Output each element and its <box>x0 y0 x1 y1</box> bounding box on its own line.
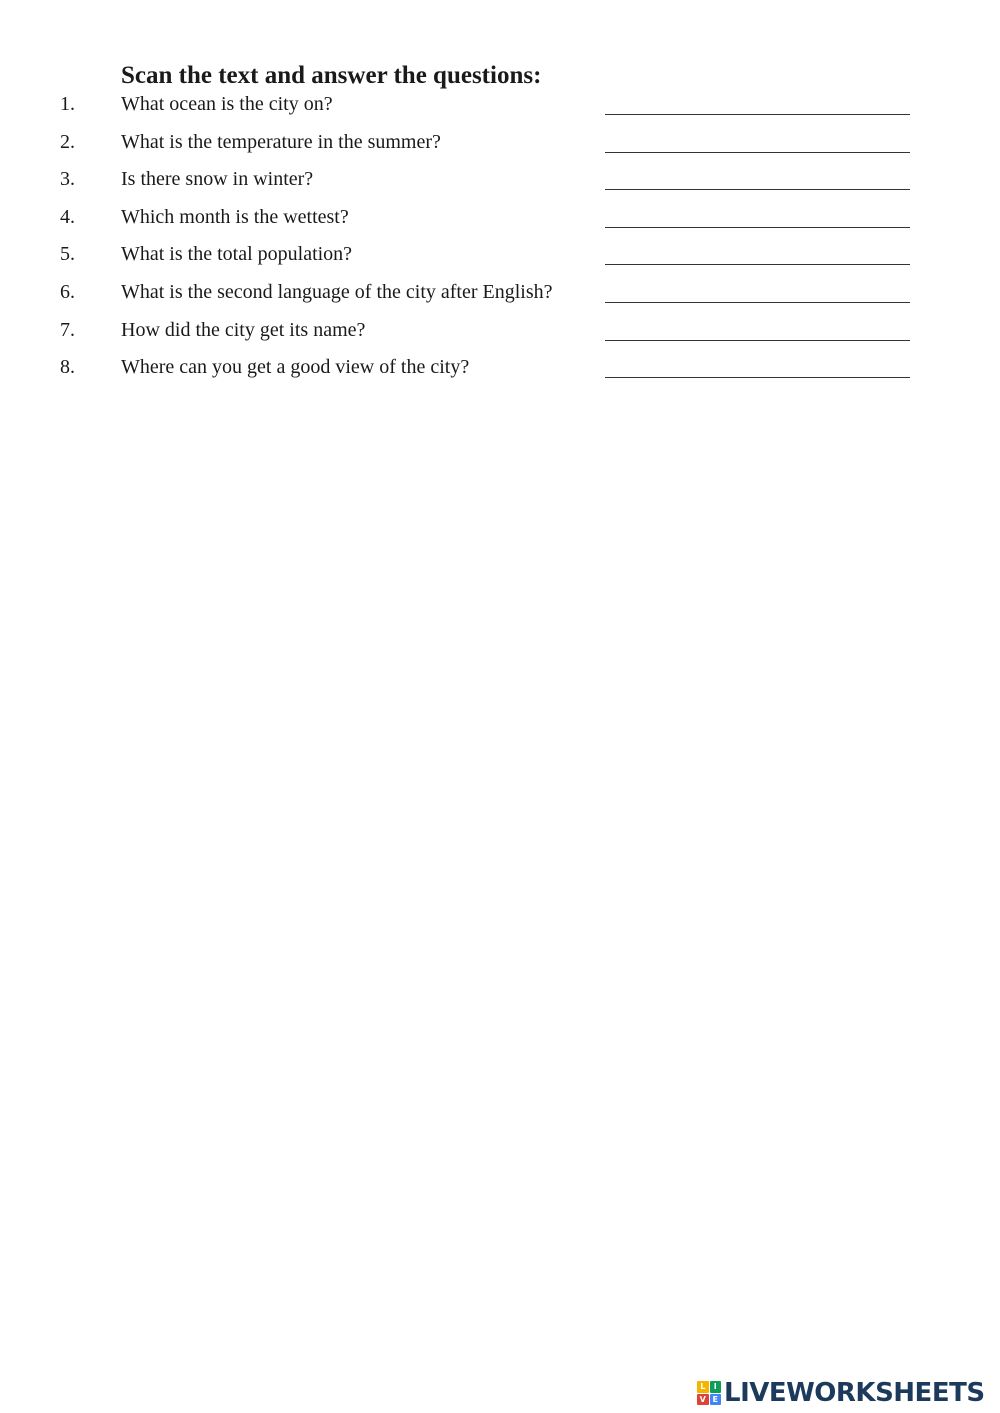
question-number: 2. <box>60 130 75 153</box>
question-number: 4. <box>60 205 75 228</box>
question-number: 1. <box>60 93 75 115</box>
question-row <box>0 126 1000 164</box>
question-text: What is the total population? <box>121 243 353 266</box>
liveworksheets-brand <box>697 1378 985 1408</box>
question-number: 8. <box>60 356 75 379</box>
question-text: What ocean is the city on? <box>121 93 333 115</box>
question-row <box>0 163 1000 201</box>
answer-line[interactable] <box>605 340 910 341</box>
question-number: 7. <box>60 318 75 341</box>
brand-wordmark: LIVEWORKSHEETS <box>724 1378 985 1408</box>
question-number: 5. <box>60 243 75 266</box>
question-number: 3. <box>60 168 75 191</box>
question-text: How did the city get its name? <box>121 318 366 341</box>
answer-line[interactable] <box>605 264 910 265</box>
question-text: What is the temperature in the summer? <box>121 130 441 153</box>
question-text: Is there snow in winter? <box>121 168 314 191</box>
question-row <box>0 314 1000 352</box>
answer-line[interactable] <box>605 114 910 115</box>
question-row <box>0 201 1000 239</box>
answer-line[interactable] <box>605 377 910 378</box>
answer-line[interactable] <box>605 302 910 303</box>
logo-letter-v: V <box>697 1394 709 1406</box>
worksheet-title: Scan the text and answer the questions: <box>121 62 542 89</box>
question-text: Where can you get a good view of the city? <box>121 356 470 379</box>
question-number: 6. <box>60 280 75 303</box>
logo-letter-l: L <box>697 1381 709 1393</box>
liveworksheets-logo-icon <box>697 1381 721 1405</box>
question-row <box>0 88 1000 126</box>
question-list <box>0 88 1000 389</box>
answer-line[interactable] <box>605 227 910 228</box>
question-text: What is the second language of the city after English? <box>121 280 553 303</box>
question-row <box>0 276 1000 314</box>
logo-letter-e: E <box>710 1394 722 1406</box>
question-text: Which month is the wettest? <box>121 205 349 228</box>
answer-line[interactable] <box>605 189 910 190</box>
answer-line[interactable] <box>605 152 910 153</box>
question-row <box>0 238 1000 276</box>
logo-letter-i: I <box>710 1381 722 1393</box>
question-row <box>0 351 1000 389</box>
